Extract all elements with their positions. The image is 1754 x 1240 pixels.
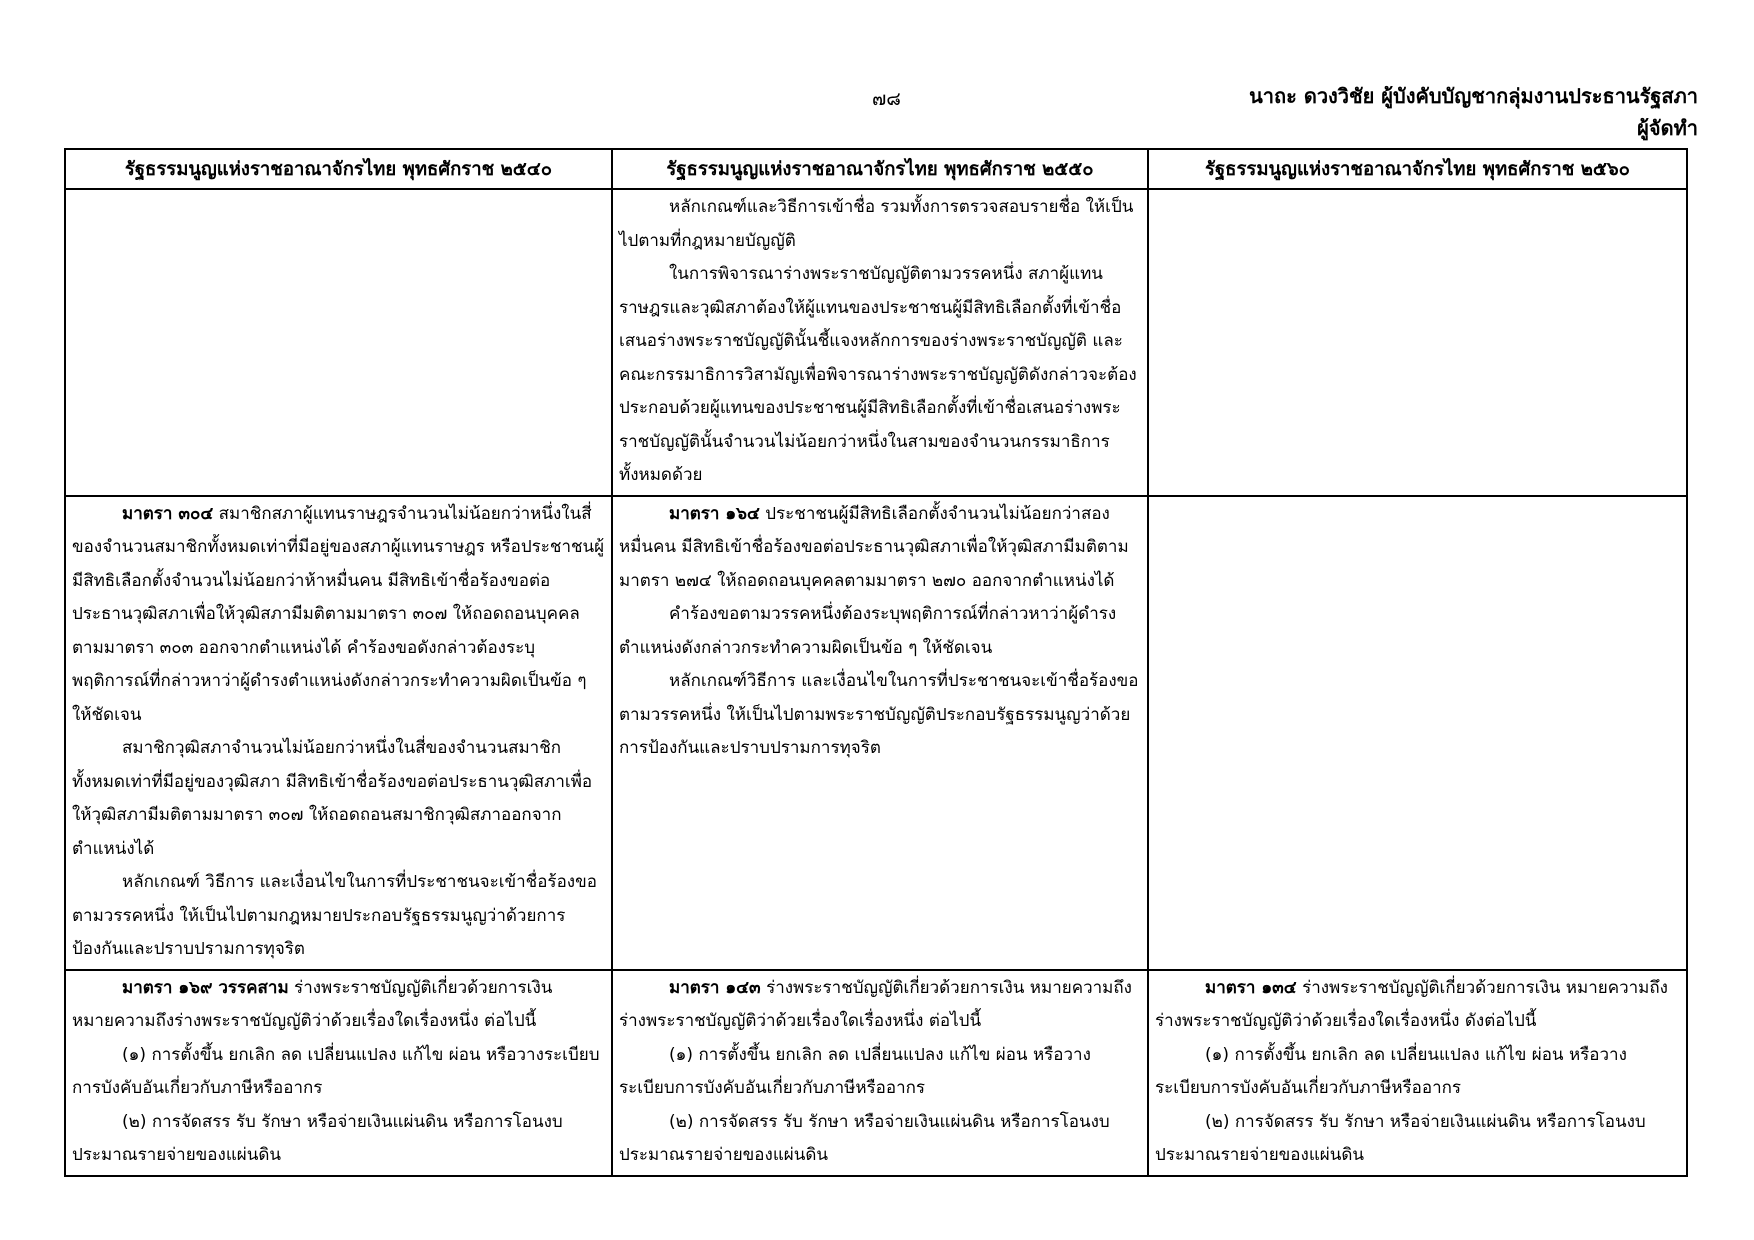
- paragraph: หลักเกณฑ์และวิธีการเข้าชื่อ รวมทั้งการตรวจสอบรายชื่อ ให้เป็นไปตามที่กฎหมายบัญญัติ: [619, 197, 1134, 251]
- cell-2560: [1148, 496, 1687, 970]
- section-text: ร่างพระราชบัญญัติเกี่ยวด้วยการเงิน หมายความถึงร่างพระราชบัญญัติว่าด้วยเรื่องใดเรื่องหนึ่ง ต่อไปนี้: [619, 977, 1132, 1031]
- paragraph: หลักเกณฑ์ วิธีการ และเงื่อนไขในการที่ประชาชนจะเข้าชื่อร้องขอตามวรรคหนึ่ง ให้เป็นไปตามกฎหมายประกอบรัฐธรรมนูญว่าด้วยการป้องกันและปราบปรามการทุจริต: [72, 872, 597, 959]
- section-label: มาตรา ๑๖๔: [669, 503, 760, 524]
- cell-2560: [1148, 970, 1687, 1176]
- list-item: (๑) การตั้งขึ้น ยกเลิก ลด เปลี่ยนแปลง แก้ไข ผ่อน หรือวางระเบียบการบังคับอันเกี่ยวกับภาษีหรืออากร: [619, 1044, 1091, 1098]
- cell-2550: [612, 189, 1148, 496]
- section-paragraph: [72, 972, 605, 1039]
- column-header-2540: รัฐธรรมนูญแห่งราชอาณาจักรไทย พุทธศักราช ๒๕๔๐: [65, 149, 612, 189]
- paragraph: ในการพิจารณาร่างพระราชบัญญัติตามวรรคหนึ่ง สภาผู้แทนราษฎรและวุฒิสภาต้องให้ผู้แทนของประชาชนผู้มีสิทธิเลือกตั้งที่เข้าชื่อเสนอร่างพระราชบัญญัตินั้นชี้แจงหลักการของร่างพระราชบัญญัติ และคณะกรรมาธิการวิสามัญเพื่อพิจารณาร่างพระราชบัญญัติดังกล่าวจะต้องประกอบด้วยผู้แทนของประชาชนผู้มีสิทธิเลือกตั้งที่เข้าชื่อเสนอร่างพระราชบัญญัตินั้นจำนวนไม่น้อยกว่าหนึ่งในสามของจำนวนกรรมาธิการทั้งหมดด้วย: [619, 264, 1137, 485]
- section-label: มาตรา ๓๐๔: [122, 503, 214, 524]
- paragraph: คำร้องขอตามวรรคหนึ่งต้องระบุพฤติการณ์ที่กล่าวหาว่าผู้ดำรงตำแหน่งดังกล่าวกระทำความผิดเป็นข้อ ๆ ให้ชัดเจน: [619, 604, 1117, 658]
- table-row: [65, 496, 1687, 970]
- section-paragraph: [619, 972, 1141, 1039]
- constitution-comparison-table: [64, 148, 1688, 1177]
- cell-2550: [612, 970, 1148, 1176]
- section-paragraph: [1155, 972, 1680, 1039]
- table-header-row: [65, 149, 1687, 189]
- cell-2540: [65, 189, 612, 496]
- column-header-2560: รัฐธรรมนูญแห่งราชอาณาจักรไทย พุทธศักราช ๒๕๖๐: [1148, 149, 1687, 189]
- section-text: ร่างพระราชบัญญัติเกี่ยวด้วยการเงิน หมายความถึง ร่างพระราชบัญญัติว่าด้วยเรื่องใดเรื่องหนึ่ง ดังต่อไปนี้: [1155, 977, 1668, 1031]
- author-role: ผู้จัดทำ: [1637, 116, 1698, 140]
- section-paragraph: [72, 498, 605, 733]
- list-item: (๑) การตั้งขึ้น ยกเลิก ลด เปลี่ยนแปลง แก้ไข ผ่อน หรือวางระเบียบการบังคับอันเกี่ยวกับภาษีหรืออากร: [72, 1044, 600, 1098]
- table-row: [65, 189, 1687, 496]
- section-label: มาตรา ๑๓๔: [1205, 977, 1297, 998]
- list-item: (๒) การจัดสรร รับ รักษา หรือจ่ายเงินแผ่นดิน หรือการโอนงบประมาณรายจ่ายของแผ่นดิน: [72, 1111, 563, 1165]
- column-header-2550: รัฐธรรมนูญแห่งราชอาณาจักรไทย พุทธศักราช ๒๕๕๐: [612, 149, 1148, 189]
- cell-2540: [65, 970, 612, 1176]
- section-text: สมาชิกสภาผู้แทนราษฎรจำนวนไม่น้อยกว่าหนึ่งในสี่ของจำนวนสมาชิกทั้งหมดเท่าที่มีอยู่ของสภาผู้แทนราษฎร หรือประชาชนผู้มีสิทธิเลือกตั้งจำนวนไม่น้อยกว่าห้าหมื่นคน มีสิทธิเข้าชื่อร้องขอต่อประธานวุฒิสภาเพื่อให้วุฒิสภามีมติตามมาตรา ๓๐๗ ให้ถอดถอนบุคคลตามมาตรา ๓๐๓ ออกจากตำแหน่งได้ คำร้องขอดังกล่าวต้องระบุพฤติการณ์ที่กล่าวหาว่าผู้ดำรงตำแหน่งดังกล่าวกระทำความผิดเป็นข้อ ๆ ให้ชัดเจน: [72, 503, 605, 725]
- list-item: (๒) การจัดสรร รับ รักษา หรือจ่ายเงินแผ่นดิน หรือการโอนงบประมาณรายจ่ายของแผ่นดิน: [619, 1111, 1110, 1165]
- cell-2560: [1148, 189, 1687, 496]
- paragraph: หลักเกณฑ์วิธีการ และเงื่อนไขในการที่ประชาชนจะเข้าชื่อร้องขอตามวรรคหนึ่ง ให้เป็นไปตามพระราชบัญญัติประกอบรัฐธรรมนูญว่าด้วยการป้องกันและปราบปรามการทุจริต: [619, 671, 1139, 758]
- paragraph: สมาชิกวุฒิสภาจำนวนไม่น้อยกว่าหนึ่งในสี่ของจำนวนสมาชิกทั้งหมดเท่าที่มีอยู่ของวุฒิสภา มีสิทธิเข้าชื่อร้องขอต่อประธานวุฒิสภาเพื่อให้วุฒิสภามีมติตามมาตรา ๓๐๗ ให้ถอดถอนสมาชิกวุฒิสภาออกจากตำแหน่งได้: [72, 738, 593, 859]
- cell-2540: [65, 496, 612, 970]
- cell-2550: [612, 496, 1148, 970]
- author-line: นาถะ ดวงวิชัย ผู้บังคับบัญชากลุ่มงานประธานรัฐสภา: [1249, 84, 1698, 108]
- section-text: ประชาชนผู้มีสิทธิเลือกตั้งจำนวนไม่น้อยกว่าสองหมื่นคน มีสิทธิเข้าชื่อร้องขอต่อประธานวุฒิสภาเพื่อให้วุฒิสภามีมติตามมาตรา ๒๗๔ ให้ถอดถอนบุคคลตามมาตรา ๒๗๐ ออกจากตำแหน่งได้: [619, 503, 1129, 591]
- document-author: [1249, 80, 1698, 144]
- section-label: มาตรา ๑๔๓: [669, 977, 761, 998]
- section-label: มาตรา ๑๖๙ วรรคสาม: [122, 977, 289, 998]
- list-item: (๑) การตั้งขึ้น ยกเลิก ลด เปลี่ยนแปลง แก้ไข ผ่อน หรือวางระเบียบการบังคับอันเกี่ยวกับภาษีหรืออากร: [1155, 1044, 1627, 1098]
- table-row: [65, 970, 1687, 1176]
- section-text: ร่างพระราชบัญญัติเกี่ยวด้วยการเงิน หมายความถึงร่างพระราชบัญญัติว่าด้วยเรื่องใดเรื่องหนึ่ง ต่อไปนี้: [72, 977, 553, 1031]
- section-paragraph: [619, 498, 1141, 599]
- page-number: ๗๘: [872, 88, 901, 110]
- list-item: (๒) การจัดสรร รับ รักษา หรือจ่ายเงินแผ่นดิน หรือการโอนงบประมาณรายจ่ายของแผ่นดิน: [1155, 1111, 1646, 1165]
